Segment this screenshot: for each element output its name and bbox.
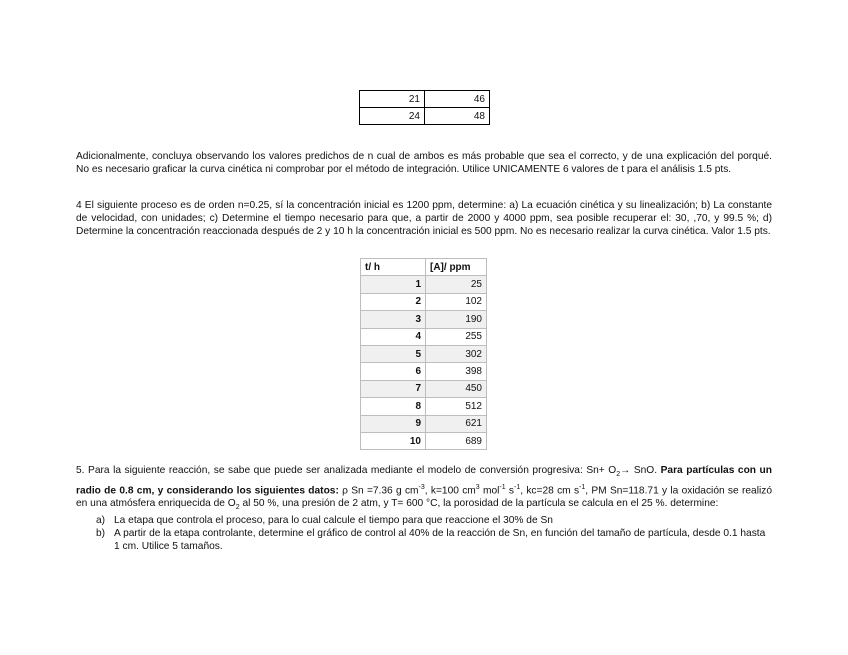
table-row [361, 328, 487, 345]
q5-exp: -3 [418, 484, 425, 492]
q5-exp: -1 [579, 484, 586, 492]
q5-exp: -1 [499, 484, 506, 492]
conc-cell: 450 [426, 380, 487, 397]
q5-arrow: → SnO. [620, 465, 658, 476]
conc-cell: 25 [426, 276, 487, 293]
list-marker: a) [96, 515, 106, 526]
top-data-table [359, 90, 490, 125]
table-cell: 46 [425, 91, 490, 108]
time-cell: 3 [361, 311, 426, 328]
table-cell: 21 [360, 91, 425, 108]
question-5-list [96, 514, 772, 553]
time-cell: 8 [361, 398, 426, 415]
q5-sub: 2 [616, 471, 621, 479]
conc-cell: 190 [426, 311, 487, 328]
time-cell: 10 [361, 432, 426, 449]
header-time: t/ h [361, 259, 426, 276]
table-cell: 24 [360, 108, 425, 125]
question-5-paragraph [76, 464, 772, 514]
kinetics-table [360, 258, 487, 450]
q5-bold: Para partículas con un radio de 0.8 cm, y considerando los siguientes datos: [76, 465, 772, 497]
conc-cell: 621 [426, 415, 487, 432]
q5-kc: , kc=28 cm s [520, 485, 580, 497]
time-cell: 5 [361, 345, 426, 362]
table-cell: 48 [425, 108, 490, 125]
table-row [361, 415, 487, 432]
table-row [361, 380, 487, 397]
q5-rest: al 50 %, una presión de 2 atm, y T= 600 °C, la porosidad de la partícula se calcula en el 25 %. determine: [239, 498, 719, 510]
table-row [361, 363, 487, 380]
q5-exp: -1 [514, 484, 521, 492]
question-4-paragraph: 4 El siguiente proceso es de orden n=0.25, sí la concentración inicial es 1200 ppm, determine: a) La ecuación cinética y su linealización; b) La constante de velocidad, con unidades; c) Determine el tiempo necesario para que, a partir de 2000 y 4000 ppm, sea posible recuperar el: 30, ,70, y 99.5 %; d) Determine la concentración reaccionada después de 2 y 10 h la concentración inicial es 500 ppm. No es necesario realizar la curva cinética. Valor 1.5 pts. [76, 200, 772, 237]
list-marker: b) [96, 528, 106, 539]
conclusion-paragraph: Adicionalmente, concluya observando los valores predichos de n cual de ambos es más probable que sea el correcto, y de una explicación del porqué. No es necesario graficar la curva cinética ni comprobar por el método de integración. Utilice UNICAMENTE 6 valores de t para el análisis 1.5 pts. [76, 151, 772, 175]
list-text: La etapa que controla el proceso, para lo cual calcule el tiempo para que reaccione el 30% de Sn [114, 515, 553, 526]
list-item [96, 514, 772, 527]
table-row [361, 311, 487, 328]
table-row [361, 398, 487, 415]
table-row [360, 108, 490, 125]
table-row [361, 345, 487, 362]
conc-cell: 689 [426, 432, 487, 449]
q5-s: s [505, 485, 514, 497]
conc-cell: 512 [426, 398, 487, 415]
q5-lead: 5. Para la siguiente reacción, se sabe que puede ser analizada mediante el modelo de conversión progresiva: Sn+ O [76, 465, 617, 476]
time-cell: 2 [361, 293, 426, 310]
time-cell: 6 [361, 363, 426, 380]
q5-exp: 3 [475, 484, 480, 492]
time-cell: 1 [361, 276, 426, 293]
table-row [361, 276, 487, 293]
conc-cell: 255 [426, 328, 487, 345]
list-item [96, 527, 772, 553]
q5-k: , k=100 cm [424, 485, 476, 497]
table-header-row [361, 259, 487, 276]
table-row [361, 432, 487, 449]
conc-cell: 102 [426, 293, 487, 310]
q5-mol: mol [479, 485, 500, 497]
time-cell: 4 [361, 328, 426, 345]
q5-rest: , PM Sn=118.71 y la oxidación se realizó en una atmósfera enriquecida de O [76, 485, 772, 510]
conc-cell: 398 [426, 363, 487, 380]
q5-rho: ρ Sn =7.36 g cm [338, 485, 419, 497]
list-text: A partir de la etapa controlante, determine el gráfico de control al 40% de la reacción de Sn, en función del tamaño de partícula, desde 0.1 hasta 1 cm. Utilice 5 tamaños. [114, 528, 766, 552]
q5-sub: 2 [235, 504, 240, 512]
conc-cell: 302 [426, 345, 487, 362]
table-row [361, 293, 487, 310]
time-cell: 7 [361, 380, 426, 397]
header-concentration: [A]/ ppm [426, 259, 487, 276]
table-row [360, 91, 490, 108]
time-cell: 9 [361, 415, 426, 432]
